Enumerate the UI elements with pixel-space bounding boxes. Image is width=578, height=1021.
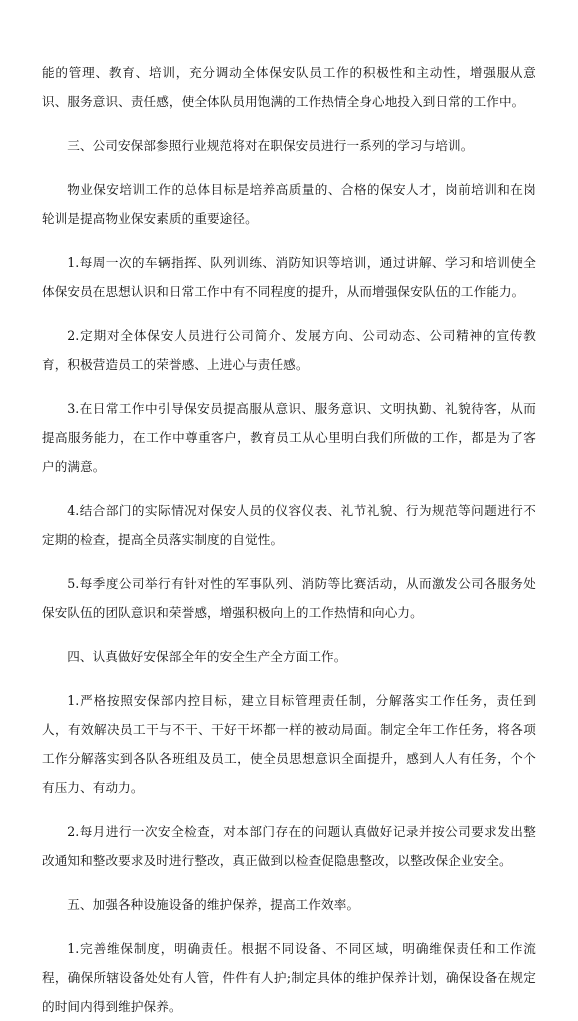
list-item-safety-2: 2.每月进行一次安全检查，对本部门存在的问题认真做好记录并按公司要求发出整改通知和整改要求及时进行整改，真正做到以检查促隐患整改，以整改保企业安全。: [42, 824, 536, 868]
list-item-training-3: 3.在日常工作中引导保安员提高服从意识、服务意识、文明执勤、礼貌待客，从而提高服务能力，在工作中尊重客户，教育员工从心里明白我们所做的工作，都是为了客户的满意。: [42, 401, 536, 474]
paragraph-training-goal: 物业保安培训工作的总体目标是培养高质量的、合格的保安人才，岗前培训和在岗轮训是提高物业保安素质的重要途径。: [42, 182, 536, 226]
list-item-training-5: 5.每季度公司举行有针对性的军事队列、消防等比赛活动，从而激发公司各服务处保安队伍的团队意识和荣誉感，增强积极向上的工作热情和向心力。: [42, 576, 536, 620]
list-item-training-2: 2.定期对全体保安人员进行公司简介、发展方向、公司动态、公司精神的宣传教育，积极营造员工的荣誉感、上进心与责任感。: [42, 328, 536, 372]
section-heading-four: 四、认真做好安保部全年的安全生产全方面工作。: [67, 649, 347, 664]
list-item-maintenance-1: 1.完善维保制度，明确责任。根据不同设备、不同区域，明确维保责任和工作流程，确保所辖设备处处有人管，件件有人护;制定具体的维护保养计划，确保设备在规定的时间内得到维护保养。: [42, 941, 536, 1014]
section-heading-five: 五、加强各种设施设备的维护保养，提高工作效率。: [67, 897, 360, 912]
list-item-training-1: 1.每周一次的车辆指挥、队列训练、消防知识等培训，通过讲解、学习和培训使全体保安员在思想认识和日常工作中有不同程度的提升，从而增强保安队伍的工作能力。: [42, 255, 536, 299]
section-heading-three: 三、公司安保部参照行业规范将对在职保安员进行一系列的学习与培训。: [67, 138, 474, 153]
list-item-safety-1: 1.严格按照安保部内控目标，建立目标管理责任制，分解落实工作任务，责任到人，有效解决员工干与不干、干好干坏都一样的被动局面。制定全年工作任务，将各项工作分解落实到各队各班组及员工，使全员思想意识全面提升，感到人人有任务，个个有压力、有动力。: [42, 693, 536, 795]
list-item-training-4: 4.结合部门的实际情况对保安人员的仪容仪表、礼节礼貌、行为规范等问题进行不定期的检查，提高全员落实制度的自觉性。: [42, 503, 536, 547]
paragraph-continued: 能的管理、教育、培训，充分调动全体保安队员工作的积极性和主动性，增强服从意识、服务意识、责任感，使全体队员用饱满的工作热情全身心地投入到日常的工作中。: [42, 65, 536, 109]
